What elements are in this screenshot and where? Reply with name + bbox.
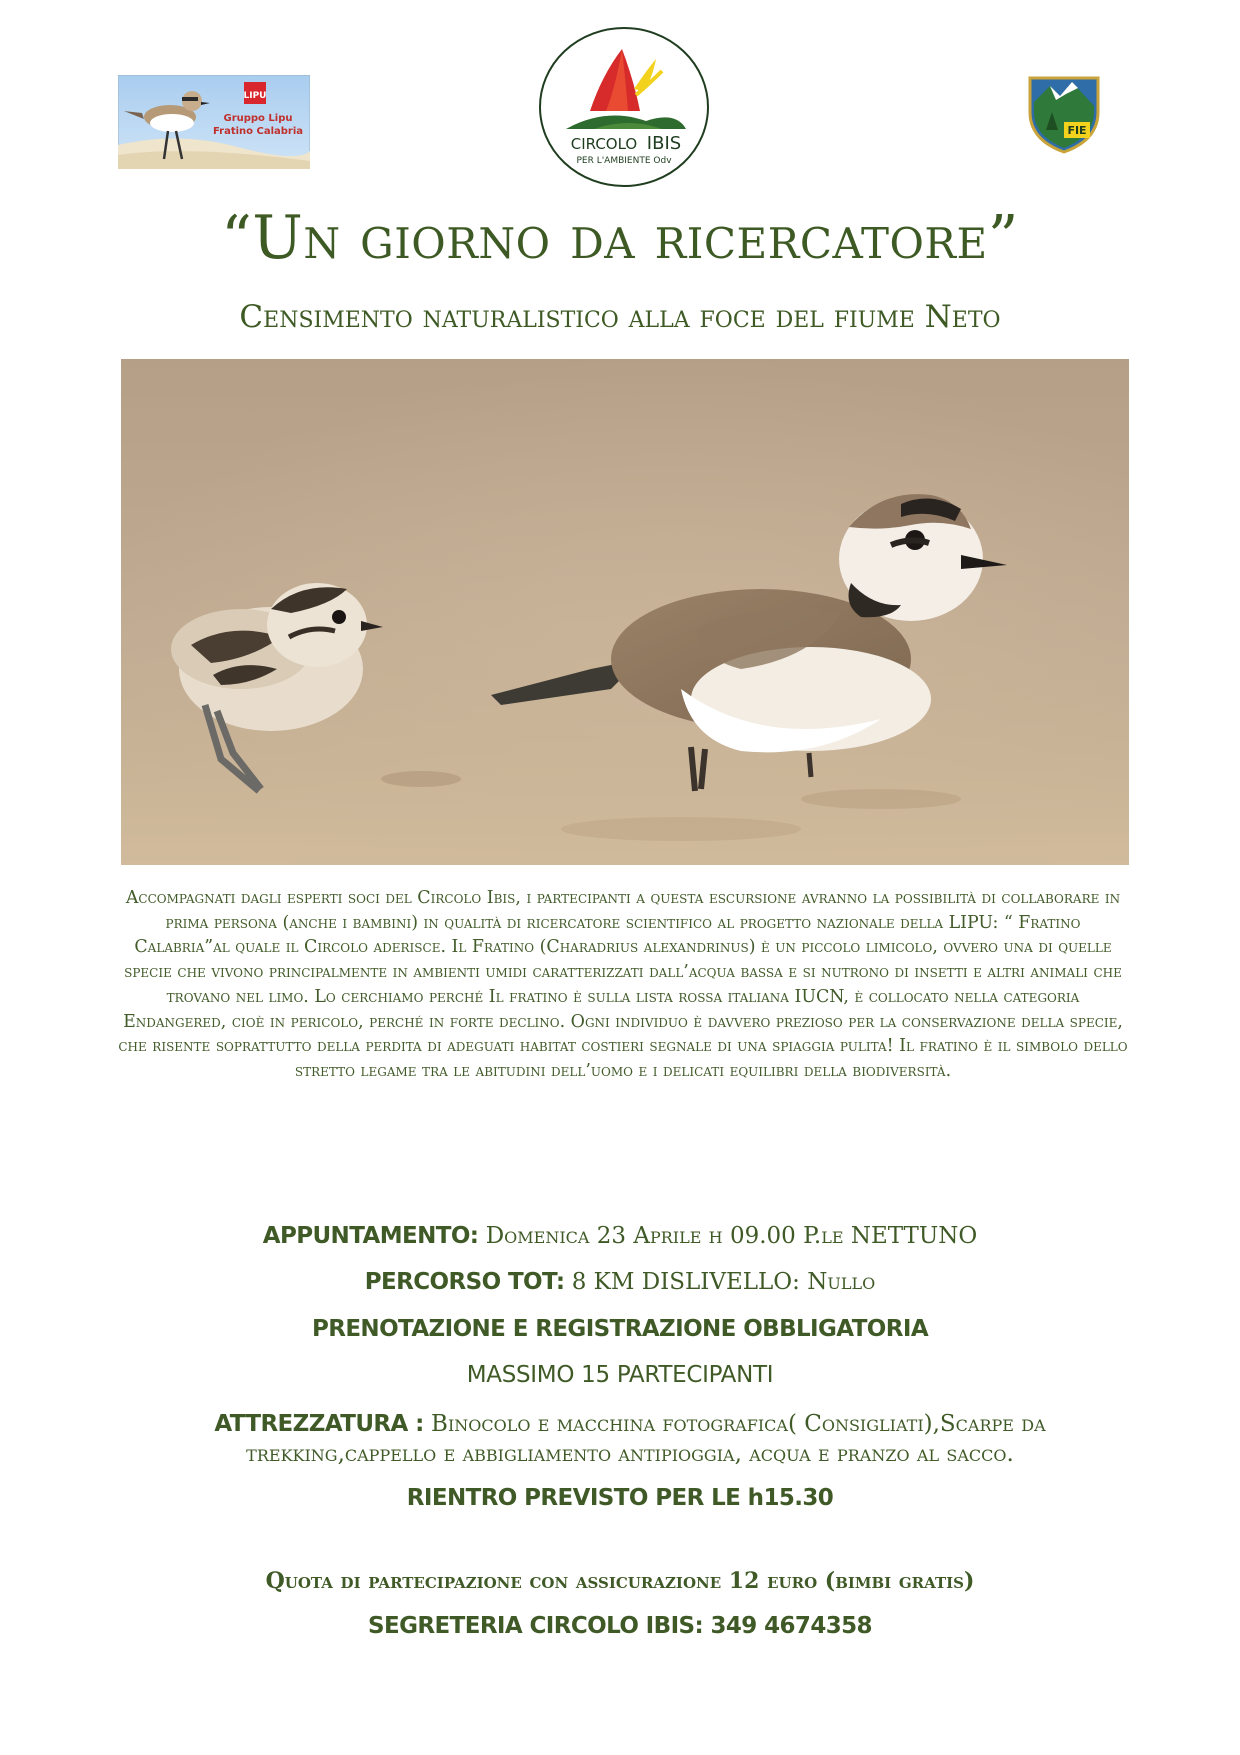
route-value: 8 KM DISLIVELLO: Nullo bbox=[564, 1269, 876, 1295]
booking-notice: PRENOTAZIONE E REGISTRAZIONE OBBLIGATORIA bbox=[311, 1316, 929, 1342]
ibis-logo-prefix: CIRCOLO bbox=[570, 135, 638, 153]
secretary-contact: SEGRETERIA CIRCOLO IBIS: 349 4674358 bbox=[368, 1613, 872, 1639]
ibis-logo-name: IBIS bbox=[646, 133, 682, 154]
equipment-line bbox=[140, 1409, 1120, 1469]
appointment-line bbox=[0, 1225, 1240, 1248]
lipu-logo-line1: Gruppo Lipu bbox=[223, 113, 293, 124]
fie-logo-text: FIE bbox=[1067, 124, 1087, 137]
lipu-logo-line2: Fratino Calabria bbox=[212, 126, 304, 137]
appointment-label: APPUNTAMENTO: bbox=[262, 1223, 479, 1249]
max-participants: MASSIMO 15 PARTECIPANTI bbox=[466, 1362, 774, 1388]
route-label: PERCORSO TOT: bbox=[364, 1269, 565, 1295]
lipu-brand-text: LIPU bbox=[243, 91, 267, 101]
lipu-fratino-logo bbox=[118, 75, 310, 169]
equipment-label: ATTREZZATURA : bbox=[214, 1411, 424, 1437]
ibis-logo-tagline: PER L'AMBIENTE Odv bbox=[576, 156, 672, 166]
description-paragraph: Accompagnati dagli esperti soci del Circolo Ibis, i partecipanti a questa escursione avranno la possibilità di collaborare in prima persona (anche i bambini) in qualità di ricercatore scientifico al progetto nazionale della LIPU: “ Fratino Calabria”al quale il Circolo aderisce. Il Fratino (Charadrius alexandrinus) è un piccolo limicolo, ovvero una di quelle specie che vivono principalmente in ambienti umidi caratterizzati dall’acqua bassa e si nutrono di insetti e altri animali che trovano nel limo. Lo cerchiamo perché Il fratino è sulla lista rossa italiana IUCN, è collocato nella categoria Endangered, cioè in pericolo, perché in forte declino. Ogni individuo è davvero prezioso per la conservazione della specie, che risente soprattutto della perdita di adeguati habitat costieri segnale di una spiaggia pulita! Il fratino è il simbolo dello stretto legame tra le abitudini dell’uomo e i delicati equilibri della biodiversità. bbox=[118, 888, 1128, 1081]
return-time: RIENTRO PREVISTO PER LE h15.30 bbox=[406, 1485, 834, 1511]
appointment-value: Domenica 23 Aprile h 09.00 P.le NETTUNO bbox=[478, 1223, 978, 1249]
plover-photo bbox=[121, 359, 1129, 865]
poster-title: “Un giorno da ricercatore” bbox=[221, 203, 1019, 273]
equipment-value: Binocolo e macchina fotografica( Consigliati),Scarpe da trekking,cappello e abbigliamento antipioggia, acqua e pranzo al sacco. bbox=[246, 1411, 1046, 1467]
circolo-ibis-logo bbox=[536, 25, 712, 189]
fie-shield-logo bbox=[1026, 72, 1102, 154]
poster-subtitle: Censimento naturalistico alla foce del fiume Neto bbox=[239, 299, 1001, 335]
route-line bbox=[0, 1271, 1240, 1294]
participation-fee: Quota di partecipazione con assicurazione 12 euro (bimbi gratis) bbox=[265, 1568, 975, 1594]
